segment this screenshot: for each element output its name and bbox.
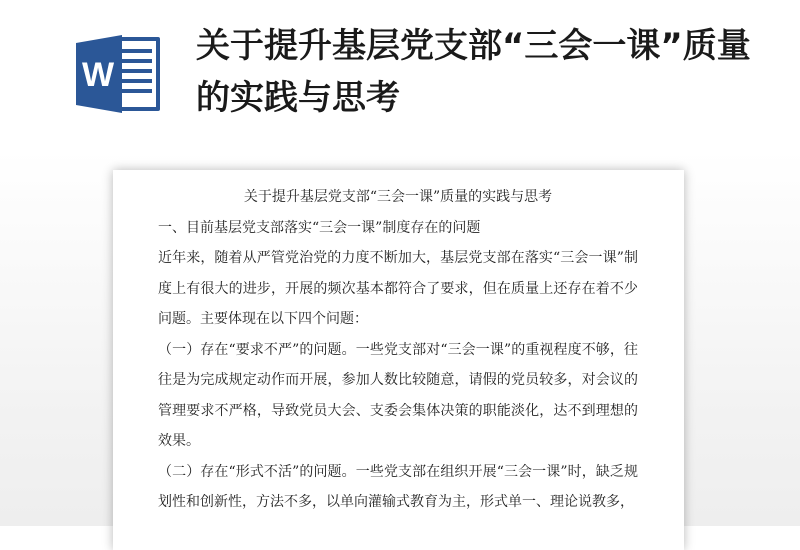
paragraph-intro: 近年来，随着从严管党治党的力度不断加大，基层党支部在落实“三会一课”制度上有很大的进步，开展的频次基本都符合了要求，但在质量上还存在着不少问题。主要体现在以下四个问题： — [158, 250, 638, 327]
document-page — [113, 170, 684, 550]
paragraph-point-1: （一）存在“要求不严”的问题。一些党支部对“三会一课”的重视程度不够，往往是为完成规定动作而开展，参加人数比较随意，请假的党员较多，对会议的管理要求不严格，导致党员大会、支委会集体决策的职能淡化，达不到理想的效果。 — [158, 341, 638, 449]
paragraph-point-2: （二）存在“形式不活”的问题。一些党支部在组织开展“三会一课”时，缺乏规划性和创新性，方法不多，以单向灌输式教育为主，形式单一、理论说教多， — [158, 463, 638, 510]
word-icon — [76, 33, 162, 115]
document-title: 关于提升基层党支部“三会一课”质量的实践与思考 — [243, 189, 553, 205]
document-body — [158, 182, 638, 518]
section-heading: 一、目前基层党支部落实“三会一课”制度存在的问题 — [158, 219, 481, 236]
svg-text:W: W — [81, 56, 115, 94]
page-title: 关于提升基层党支部“三会一课”质量的实践与思考 — [196, 26, 751, 118]
